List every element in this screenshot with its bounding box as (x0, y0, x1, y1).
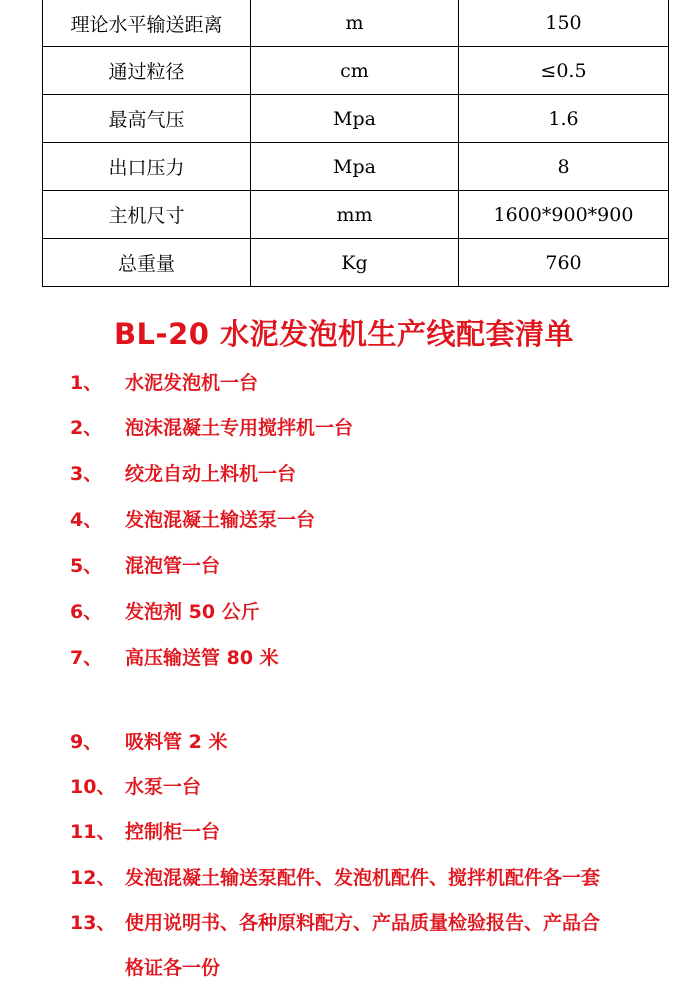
item-text: 混泡管一台 (125, 555, 221, 577)
param-unit: m (251, 0, 459, 47)
item-number: 13、 (70, 912, 116, 934)
table-row (43, 95, 669, 143)
param-name: 通过粒径 (43, 47, 251, 95)
param-unit: Mpa (251, 143, 459, 191)
table-row (43, 0, 669, 47)
item-text: 发泡混凝土输送泵一台 (125, 509, 316, 531)
item-text: 绞龙自动上料机一台 (125, 463, 297, 485)
param-name: 主机尺寸 (43, 191, 251, 239)
item-number: 11、 (70, 821, 116, 843)
item-number: 5、 (70, 555, 103, 577)
param-value: ≤0.5 (459, 47, 669, 95)
item-number: 7、 (70, 647, 103, 669)
item-text: 高压输送管 80 米 (125, 647, 279, 669)
section-title: BL-20 水泥发泡机生产线配套清单 (113, 317, 575, 351)
param-value: 8 (459, 143, 669, 191)
table-row (43, 143, 669, 191)
param-unit: Mpa (251, 95, 459, 143)
item-number: 6、 (70, 601, 103, 623)
item-text: 发泡混凝土输送泵配件、发泡机配件、搅拌机配件各一套 (125, 867, 601, 889)
item-number: 10、 (70, 776, 116, 798)
item-number: 12、 (70, 867, 116, 889)
param-unit: cm (251, 47, 459, 95)
item-text: 使用说明书、各种原料配方、产品质量检验报告、产品合 (125, 912, 601, 934)
param-value: 150 (459, 0, 669, 47)
item-number: 1、 (70, 372, 103, 394)
table-row (43, 239, 669, 287)
item-number: 2、 (70, 417, 103, 439)
param-name: 理论水平输送距离 (43, 0, 251, 47)
param-value: 760 (459, 239, 669, 287)
item-text: 控制柜一台 (125, 821, 221, 843)
param-unit: mm (251, 191, 459, 239)
item-number: 4、 (70, 509, 103, 531)
table-row (43, 47, 669, 95)
item-text: 水泥发泡机一台 (125, 372, 259, 394)
item-text: 水泵一台 (125, 776, 202, 798)
param-name: 最高气压 (43, 95, 251, 143)
item-number: 9、 (70, 731, 103, 753)
item-text: 泡沫混凝土专用搅拌机一台 (125, 417, 354, 439)
table-row (43, 191, 669, 239)
item-continuation: 格证各一份 (125, 957, 221, 979)
item-number: 3、 (70, 463, 103, 485)
item-text: 吸料管 2 米 (125, 731, 228, 753)
param-name: 总重量 (43, 239, 251, 287)
param-name: 出口压力 (43, 143, 251, 191)
param-unit: Kg (251, 239, 459, 287)
param-value: 1600*900*900 (459, 191, 669, 239)
spec-table (42, 0, 669, 287)
param-value: 1.6 (459, 95, 669, 143)
item-text: 发泡剂 50 公斤 (125, 601, 260, 623)
